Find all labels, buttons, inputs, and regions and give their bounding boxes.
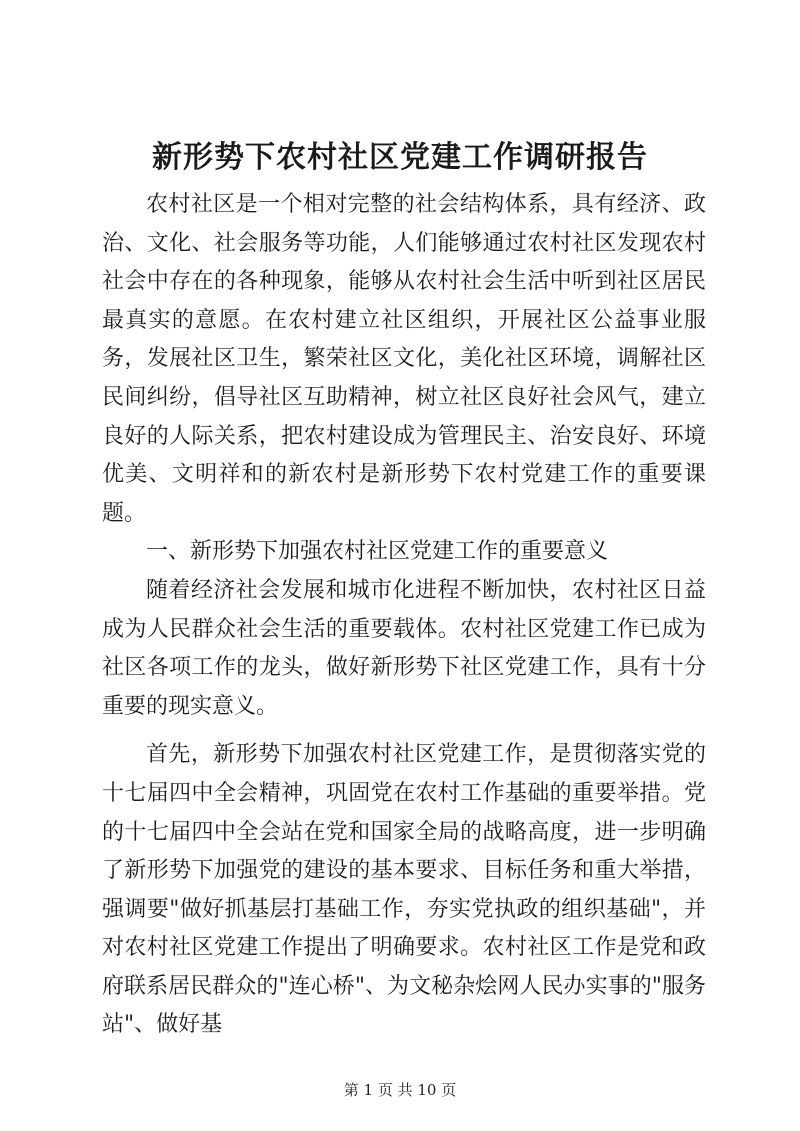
document-body <box>102 186 706 1045</box>
section-heading-1: 一、新形势下加强农村社区党建工作的重要意义 <box>146 539 609 565</box>
document-title: 新形势下农村社区党建工作调研报告 <box>152 140 648 175</box>
page-number-footer: 第 1 页 共 10 页 <box>343 1081 457 1099</box>
paragraph-first-point: 首先，新形势下加强农村社区党建工作，是贯彻落实党的十七届四中全会精神，巩固党在农村工作基础的重要举措。党的十七届四中全会站在党和国家全局的战略高度，进一步明确了新形势下加强党的建设的基本要求、目标任务和重大举措，强调要"做好抓基层打基础工作，夯实党执政的组织基础"，并对农村社区党建工作提出了明确要求。农村社区工作是党和政府联系居民群众的"连心桥"、为文秘杂烩网人民办实事的"服务站"、做好基 <box>102 742 706 1038</box>
paragraph-significance: 随着经济社会发展和城市化进程不断加快，农村社区日益成为人民群众社会生活的重要载体。农村社区党建工作已成为社区各项工作的龙头，做好新形势下社区党建工作，具有十分重要的现实意义。 <box>102 577 706 719</box>
paragraph-intro: 农村社区是一个相对完整的社会结构体系，具有经济、政治、文化、社会服务等功能，人们能够通过农村社区发现农村社会中存在的各种现象，能够从农村社会生活中听到社区居民最真实的意愿。在农村建立社区组织，开展社区公益事业服务，发展社区卫生，繁荣社区文化，美化社区环境，调解社区民间纠纷，倡导社区互助精神，树立社区良好社会风气，建立良好的人际关系，把农村建设成为管理民主、治安良好、环境优美、文明祥和的新农村是新形势下农村党建工作的重要课题。 <box>102 192 706 526</box>
